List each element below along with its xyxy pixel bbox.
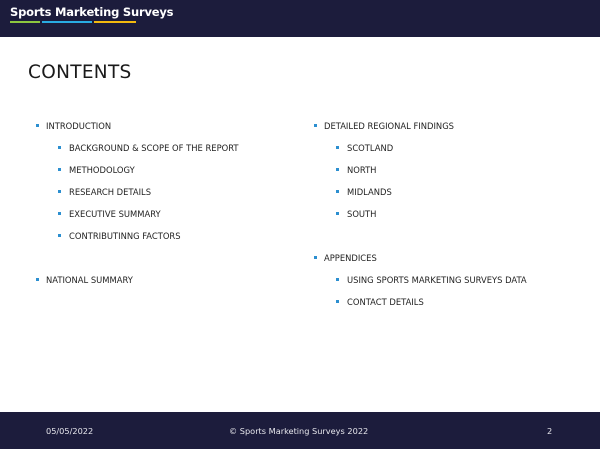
- toc-item-label: EXECUTIVE SUMMARY: [69, 209, 161, 219]
- page-number: 2: [547, 426, 553, 436]
- bullet-icon: [336, 212, 339, 215]
- toc-item-label: BACKGROUND & SCOPE OF THE REPORT: [69, 143, 239, 153]
- bullet-icon: [314, 124, 317, 127]
- toc-item-label: CONTRIBUTINNG FACTORS: [69, 231, 181, 241]
- brand-logo: [10, 5, 173, 23]
- bullet-icon: [58, 168, 61, 171]
- bullet-icon: [314, 256, 317, 259]
- toc-item-label: RESEARCH DETAILS: [69, 187, 152, 197]
- toc-item-label: APPENDICES: [324, 253, 377, 263]
- brand-bar-blue: [42, 21, 92, 23]
- brand-bar-green: [10, 21, 40, 23]
- toc-item-label: DETAILED REGIONAL FINDINGS: [324, 121, 454, 131]
- toc-item-label: NORTH: [347, 165, 377, 175]
- footer-bar: [0, 412, 600, 449]
- bullet-icon: [58, 146, 61, 149]
- toc-item-label: METHODOLOGY: [69, 165, 135, 175]
- brand-underline: [10, 21, 173, 23]
- bullet-icon: [336, 278, 339, 281]
- footer-date: 05/05/2022: [46, 426, 94, 436]
- toc-item-label: SOUTH: [347, 209, 377, 219]
- bullet-icon: [58, 212, 61, 215]
- toc-item-label: INTRODUCTION: [46, 121, 112, 131]
- brand-name: Sports Marketing Surveys: [10, 5, 174, 19]
- footer-copyright: © Sports Marketing Surveys 2022: [229, 426, 369, 436]
- bullet-icon: [336, 300, 339, 303]
- bullet-icon: [336, 168, 339, 171]
- header-bar: [0, 0, 600, 37]
- toc-item-label: NATIONAL SUMMARY: [46, 275, 133, 285]
- bullet-icon: [36, 278, 39, 281]
- bullet-icon: [58, 190, 61, 193]
- toc-item-label: USING SPORTS MARKETING SURVEYS DATA: [347, 275, 527, 285]
- brand-bar-gold: [94, 21, 136, 23]
- bullet-icon: [336, 146, 339, 149]
- bullet-icon: [36, 124, 39, 127]
- toc-item-label: SCOTLAND: [347, 143, 394, 153]
- toc-item-label: CONTACT DETAILS: [347, 297, 424, 307]
- bullet-icon: [336, 190, 339, 193]
- bullet-icon: [58, 234, 61, 237]
- toc-item-label: MIDLANDS: [347, 187, 392, 197]
- page-title: CONTENTS: [28, 62, 132, 83]
